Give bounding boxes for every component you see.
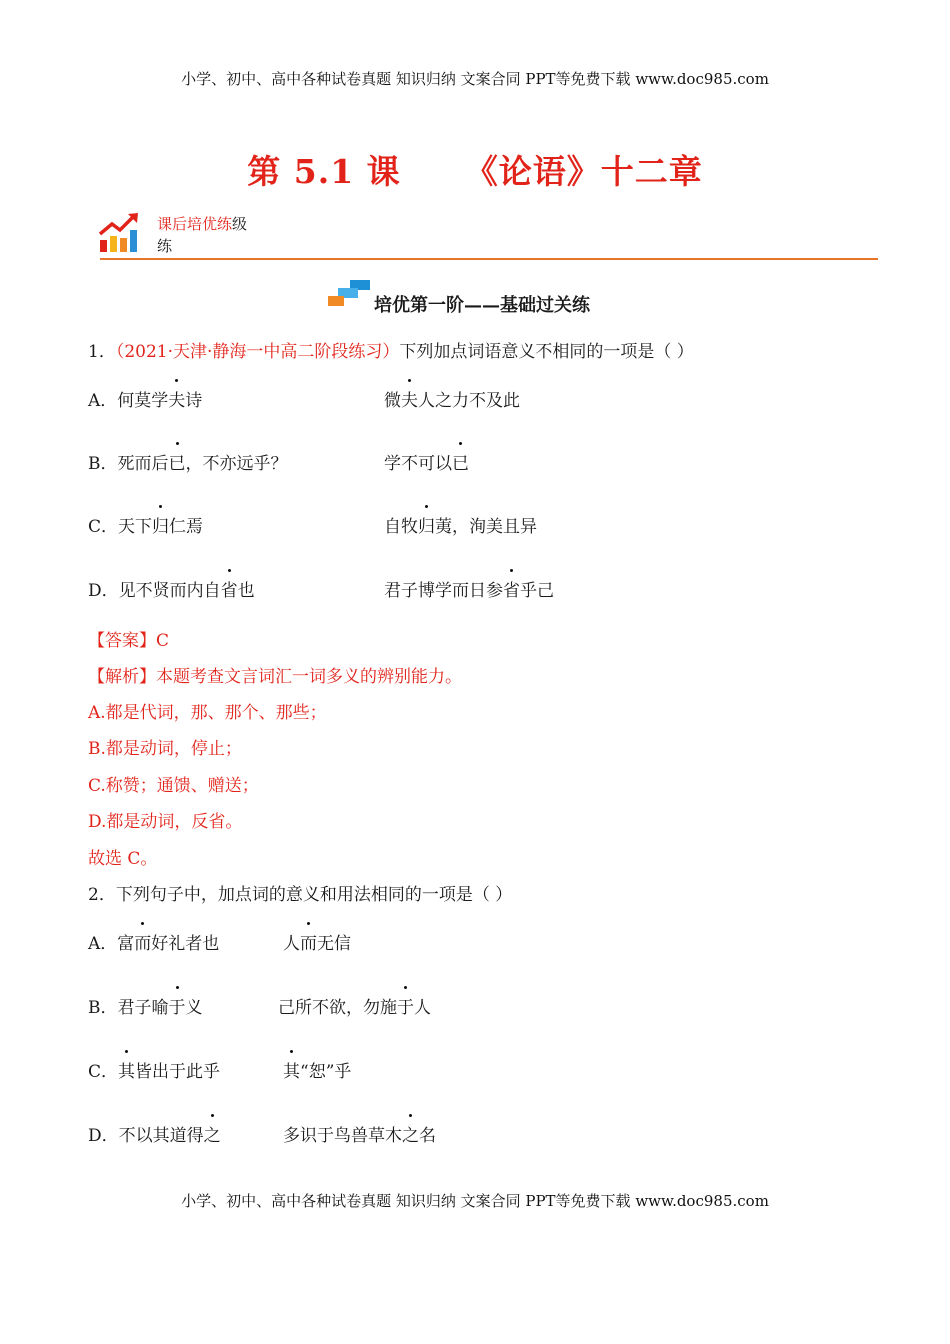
q2-option-d-left: D．不以其道得之 — [88, 1121, 221, 1146]
q1-analysis-line: C.称赞；通馈、赠送； — [88, 776, 259, 796]
question-stem: 下列加点词语意义不相同的一项是（ ） — [399, 342, 694, 362]
q2-option-a-right: 人而无信 — [283, 929, 351, 954]
page-footer: 小学、初中、高中各种试卷真题 知识归纳 文案合同 PPT等免费下载 www.doc985.com — [181, 1192, 769, 1210]
q2-option-a-left: A．富而好礼者也 — [88, 929, 219, 954]
q1-option-a-left: A．何莫学夫诗 — [88, 386, 202, 411]
q1-option-b-left: B．死而后已，不亦远乎？ — [88, 449, 288, 474]
q1-option-c-left: C．天下归仁焉 — [88, 512, 203, 537]
q1-analysis-line: B.都是动词，停止； — [88, 739, 242, 759]
q1-analysis-line: 故选 C。 — [88, 849, 158, 869]
question-1 — [88, 337, 694, 362]
question-2-stem: 2．下列句子中，加点词的意义和用法相同的一项是（ ） — [88, 885, 513, 905]
question-source: （2021·天津·静海一中高二阶段练习） — [115, 342, 400, 362]
q1-option-c-right: 自牧归荑，洵美且异 — [384, 512, 537, 537]
q2-option-c-left: C．其皆出于此乎 — [88, 1057, 220, 1082]
lesson-number: 第 5.1 课 — [247, 152, 401, 191]
chart-growth-icon — [98, 210, 142, 254]
q1-option-b-right: 学不可以已 — [384, 449, 469, 474]
stairs-icon — [328, 280, 370, 308]
badge-text-2: 练 — [157, 237, 173, 255]
lesson-name: 《论语》十二章 — [464, 152, 703, 191]
page-title — [0, 146, 950, 193]
badge-red-text: 课后培优练 — [157, 215, 233, 233]
badge-text-1: 级 — [232, 215, 248, 233]
q2-option-b-left: B．君子喻于义 — [88, 993, 203, 1018]
q1-answer: 【答案】C — [88, 631, 170, 651]
practice-badge — [157, 213, 267, 257]
section-heading: 培优第一阶——基础过关练 — [374, 295, 590, 316]
question-number: 1． — [88, 342, 116, 362]
q1-analysis-line: D.都是动词，反省。 — [88, 812, 243, 832]
divider — [100, 258, 878, 260]
q2-option-c-right: 其“恕”乎 — [283, 1057, 351, 1082]
q1-analysis-line: 【解析】本题考查文言词汇一词多义的辨别能力。 — [88, 667, 462, 687]
page-header: 小学、初中、高中各种试卷真题 知识归纳 文案合同 PPT等免费下载 www.doc985.com — [181, 70, 769, 88]
q2-option-b-right: 己所不欲，勿施于人 — [278, 993, 431, 1018]
q2-option-d-right: 多识于鸟兽草木之名 — [283, 1121, 436, 1146]
q1-option-d-right: 君子博学而日参省乎己 — [384, 576, 554, 601]
q1-analysis-line: A.都是代词，那、那个、那些； — [88, 703, 327, 723]
q1-option-a-right: 微夫人之力不及此 — [384, 386, 520, 411]
q1-option-d-left: D．见不贤而内自省也 — [88, 576, 255, 601]
